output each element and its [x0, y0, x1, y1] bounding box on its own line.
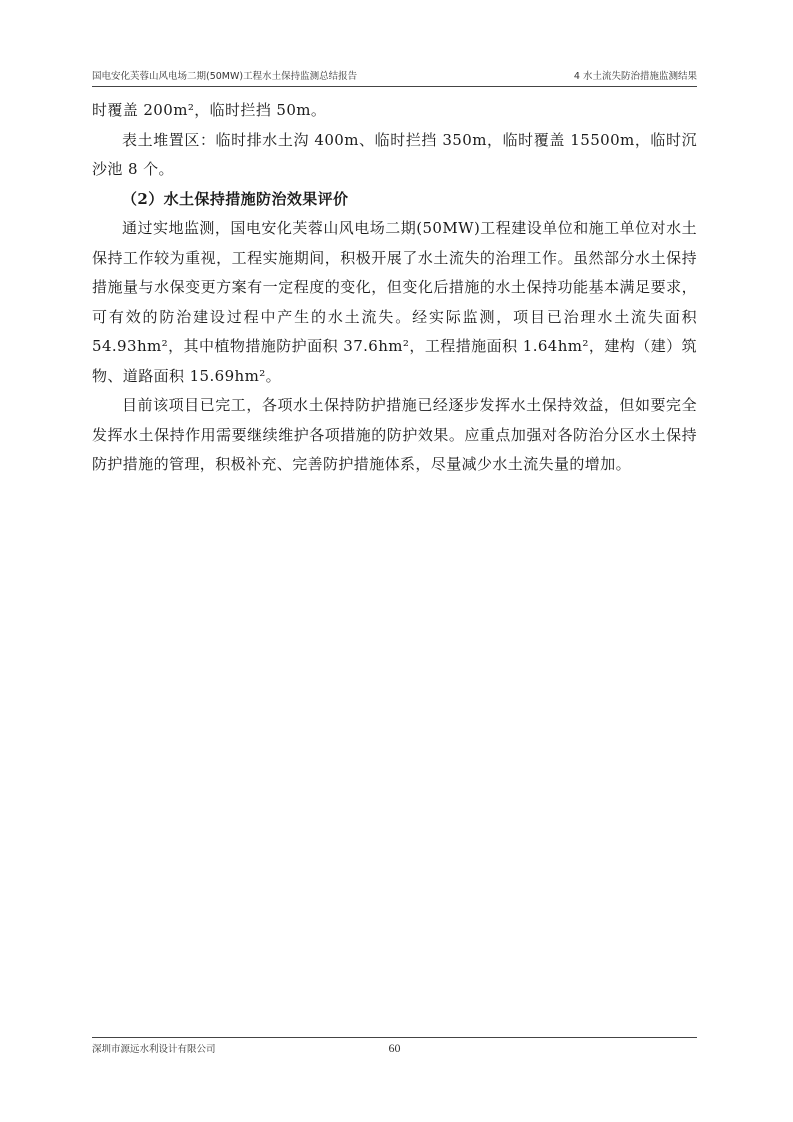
header-report-title: 国电安化芙蓉山风电场二期(50MW)工程水土保持监测总结报告	[92, 71, 358, 82]
section-subheading: （2）水土保持措施防治效果评价	[122, 189, 349, 208]
body-paragraph: 表土堆置区：临时排水土沟 400m、临时拦挡 350m，临时覆盖 15500m，临时沉沙池 8 个。	[92, 130, 697, 178]
page-footer	[92, 1037, 697, 1061]
header-section-title: 4 水土流失防治措施监测结果	[573, 71, 697, 82]
page-header	[92, 68, 697, 87]
page-body	[92, 96, 697, 480]
body-paragraph: 通过实地监测，国电安化芙蓉山风电场二期(50MW)工程建设单位和施工单位对水土保持工作较为重视，工程实施期间，积极开展了水土流失的治理工作。虽然部分水土保持措施量与水保变更方案有一定程度的变化，但变化后措施的水土保持功能基本满足要求，可有效的防治建设过程中产生的水土流失。经实际监测，项目已治理水土流失面积 54.93hm²，其中植物措施防护面积 37.6hm²，工程措施面积 1.64hm²，建构（建）筑物、道路面积 15.69hm²。	[92, 219, 697, 385]
body-paragraph: 时覆盖 200m²，临时拦挡 50m。	[92, 101, 327, 119]
page-number: 60	[388, 1041, 401, 1055]
footer-company: 深圳市源远水利设计有限公司	[92, 1044, 216, 1055]
body-paragraph: 目前该项目已完工，各项水土保持防护措施已经逐步发挥水土保持效益，但如要完全发挥水土保持作用需要继续维护各项措施的防护效果。应重点加强对各防治分区水土保持防护措施的管理，积极补充、完善防护措施体系，尽量减少水土流失量的增加。	[92, 396, 697, 473]
